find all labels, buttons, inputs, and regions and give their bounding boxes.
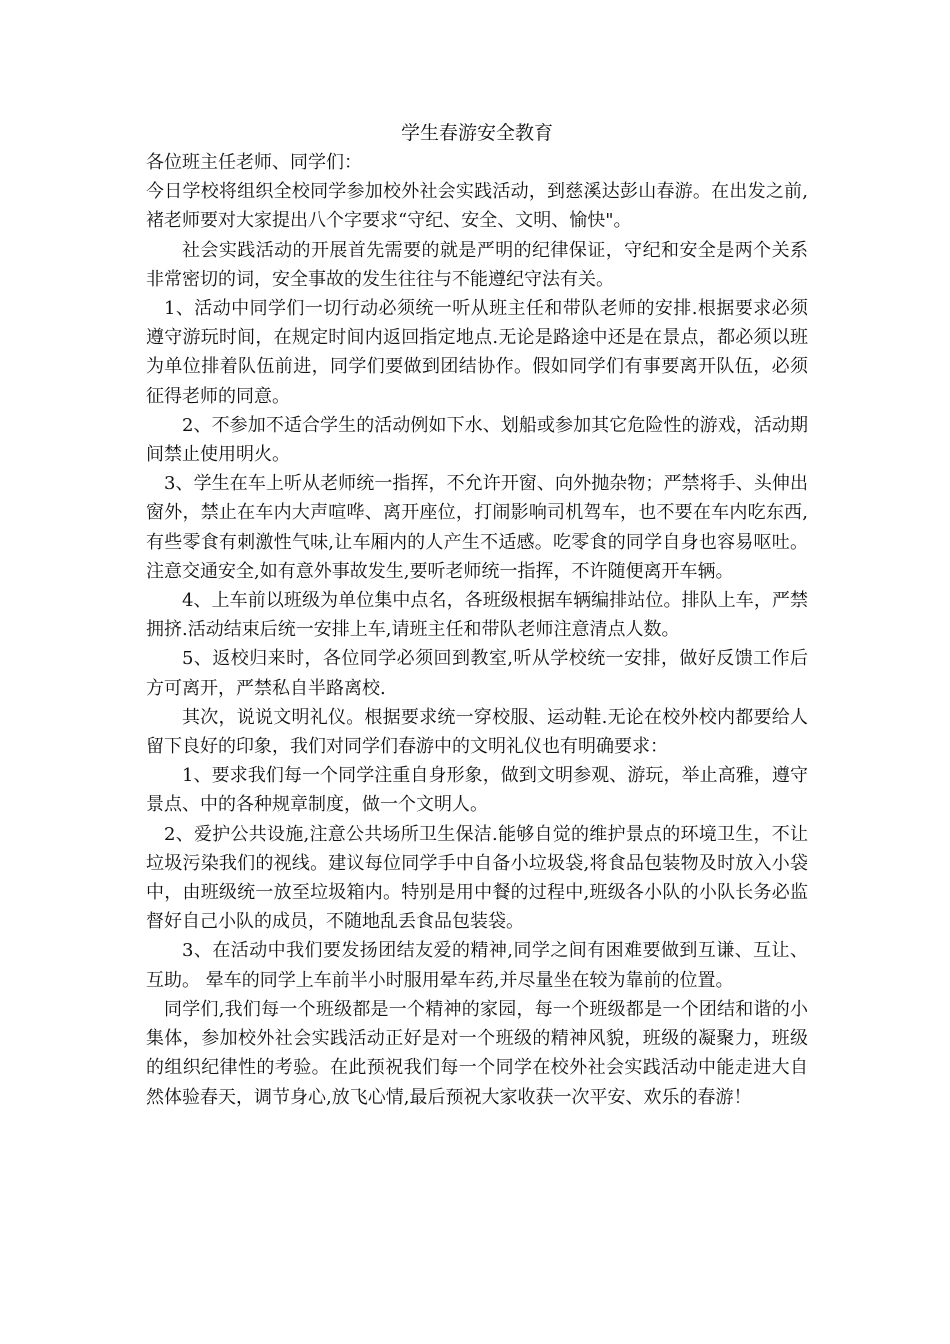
rule-4-paragraph: 4、上车前以班级为单位集中点名，各班级根据车辆编排站位。排队上车，严禁拥挤.活动结束后统一安排上车,请班主任和带队老师注意清点人数。 (146, 590, 808, 641)
etiquette-intro-paragraph: 其次，说说文明礼仪。根据要求统一穿校服、运动鞋.无论在校外校内都要给人留下良好的印象，我们对同学们春游中的文明礼仪也有明确要求： (146, 706, 808, 758)
document-body (146, 118, 808, 1112)
rule-2-paragraph: 2、不参加不适合学生的活动例如下水、划船或参加其它危险性的游戏，活动期间禁止使用明火。 (146, 414, 808, 466)
intro-paragraph: 今日学校将组织全校同学参加校外社会实践活动，到慈溪达彭山春游。在出发之前,褚老师要对大家提出八个字要求“守纪、安全、文明、愉快"。 (146, 181, 808, 232)
salutation: 各位班主任老师、同学们： (146, 152, 362, 173)
closing-paragraph: 同学们,我们每一个班级都是一个精神的家园，每一个班级都是一个团结和谐的小集体，参加校外社会实践活动正好是对一个班级的精神风貌，班级的凝聚力，班级的组织纪律性的考验。在此预祝我们每一个同学在校外社会实践活动中能走进大自然体验春天，调节身心,放飞心情,最后预祝大家收获一次平安、欢乐的春游！ (146, 998, 808, 1108)
page-title: 学生春游安全教育 (400, 122, 553, 144)
etiquette-1-paragraph: 1、要求我们每一个同学注重自身形象，做到文明参观、游玩，举止高雅，遵守景点、中的各种规章制度，做一个文明人。 (146, 765, 808, 816)
etiquette-3-paragraph: 3、在活动中我们要发扬团结友爱的精神,同学之间有困难要做到互谦、互让、互助。 晕车的同学上车前半小时服用晕车药,并尽量坐在较为靠前的位置。 (146, 940, 808, 991)
etiquette-2-paragraph: 2、爱护公共设施,注意公共场所卫生保洁.能够自觉的维护景点的环境卫生，不让垃圾污染我们的视线。建议每位同学手中自备小垃圾袋,将食品包装物及时放入小袋中，由班级统一放至垃圾箱内。特别是用中餐的过程中,班级各小队的小队长务必监督好自己小队的成员，不随地乱丢食品包装袋。 (146, 823, 808, 933)
rule-1-paragraph: 1、活动中同学们一切行动必须统一听从班主任和带队老师的安排.根据要求必须遵守游玩时间，在规定时间内返回指定地点.无论是路途中还是在景点，都必须以班为单位排着队伍前进，同学们要做到团结协作。假如同学们有事要离开队伍，必须征得老师的同意。 (146, 298, 808, 407)
discipline-paragraph: 社会实践活动的开展首先需要的就是严明的纪律保证，守纪和安全是两个关系非常密切的词，安全事故的发生往往与不能遵纪守法有关。 (146, 239, 808, 290)
rule-3-paragraph: 3、学生在车上听从老师统一指挥，不允许开窗、向外抛杂物；严禁将手、头伸出窗外，禁止在车内大声喧哗、离开座位，打闹影响司机驾车，也不要在车内吃东西,有些零食有刺激性气味,让车厢内的人产生不适感。吃零食的同学自身也容易呕吐。注意交通安全,如有意外事故发生,要听老师统一指挥，不许随便离开车辆。 (146, 473, 808, 582)
rule-5-paragraph: 5、返校归来时，各位同学必须回到教室,听从学校统一安排，做好反馈工作后方可离开，严禁私自半路离校. (146, 648, 808, 699)
